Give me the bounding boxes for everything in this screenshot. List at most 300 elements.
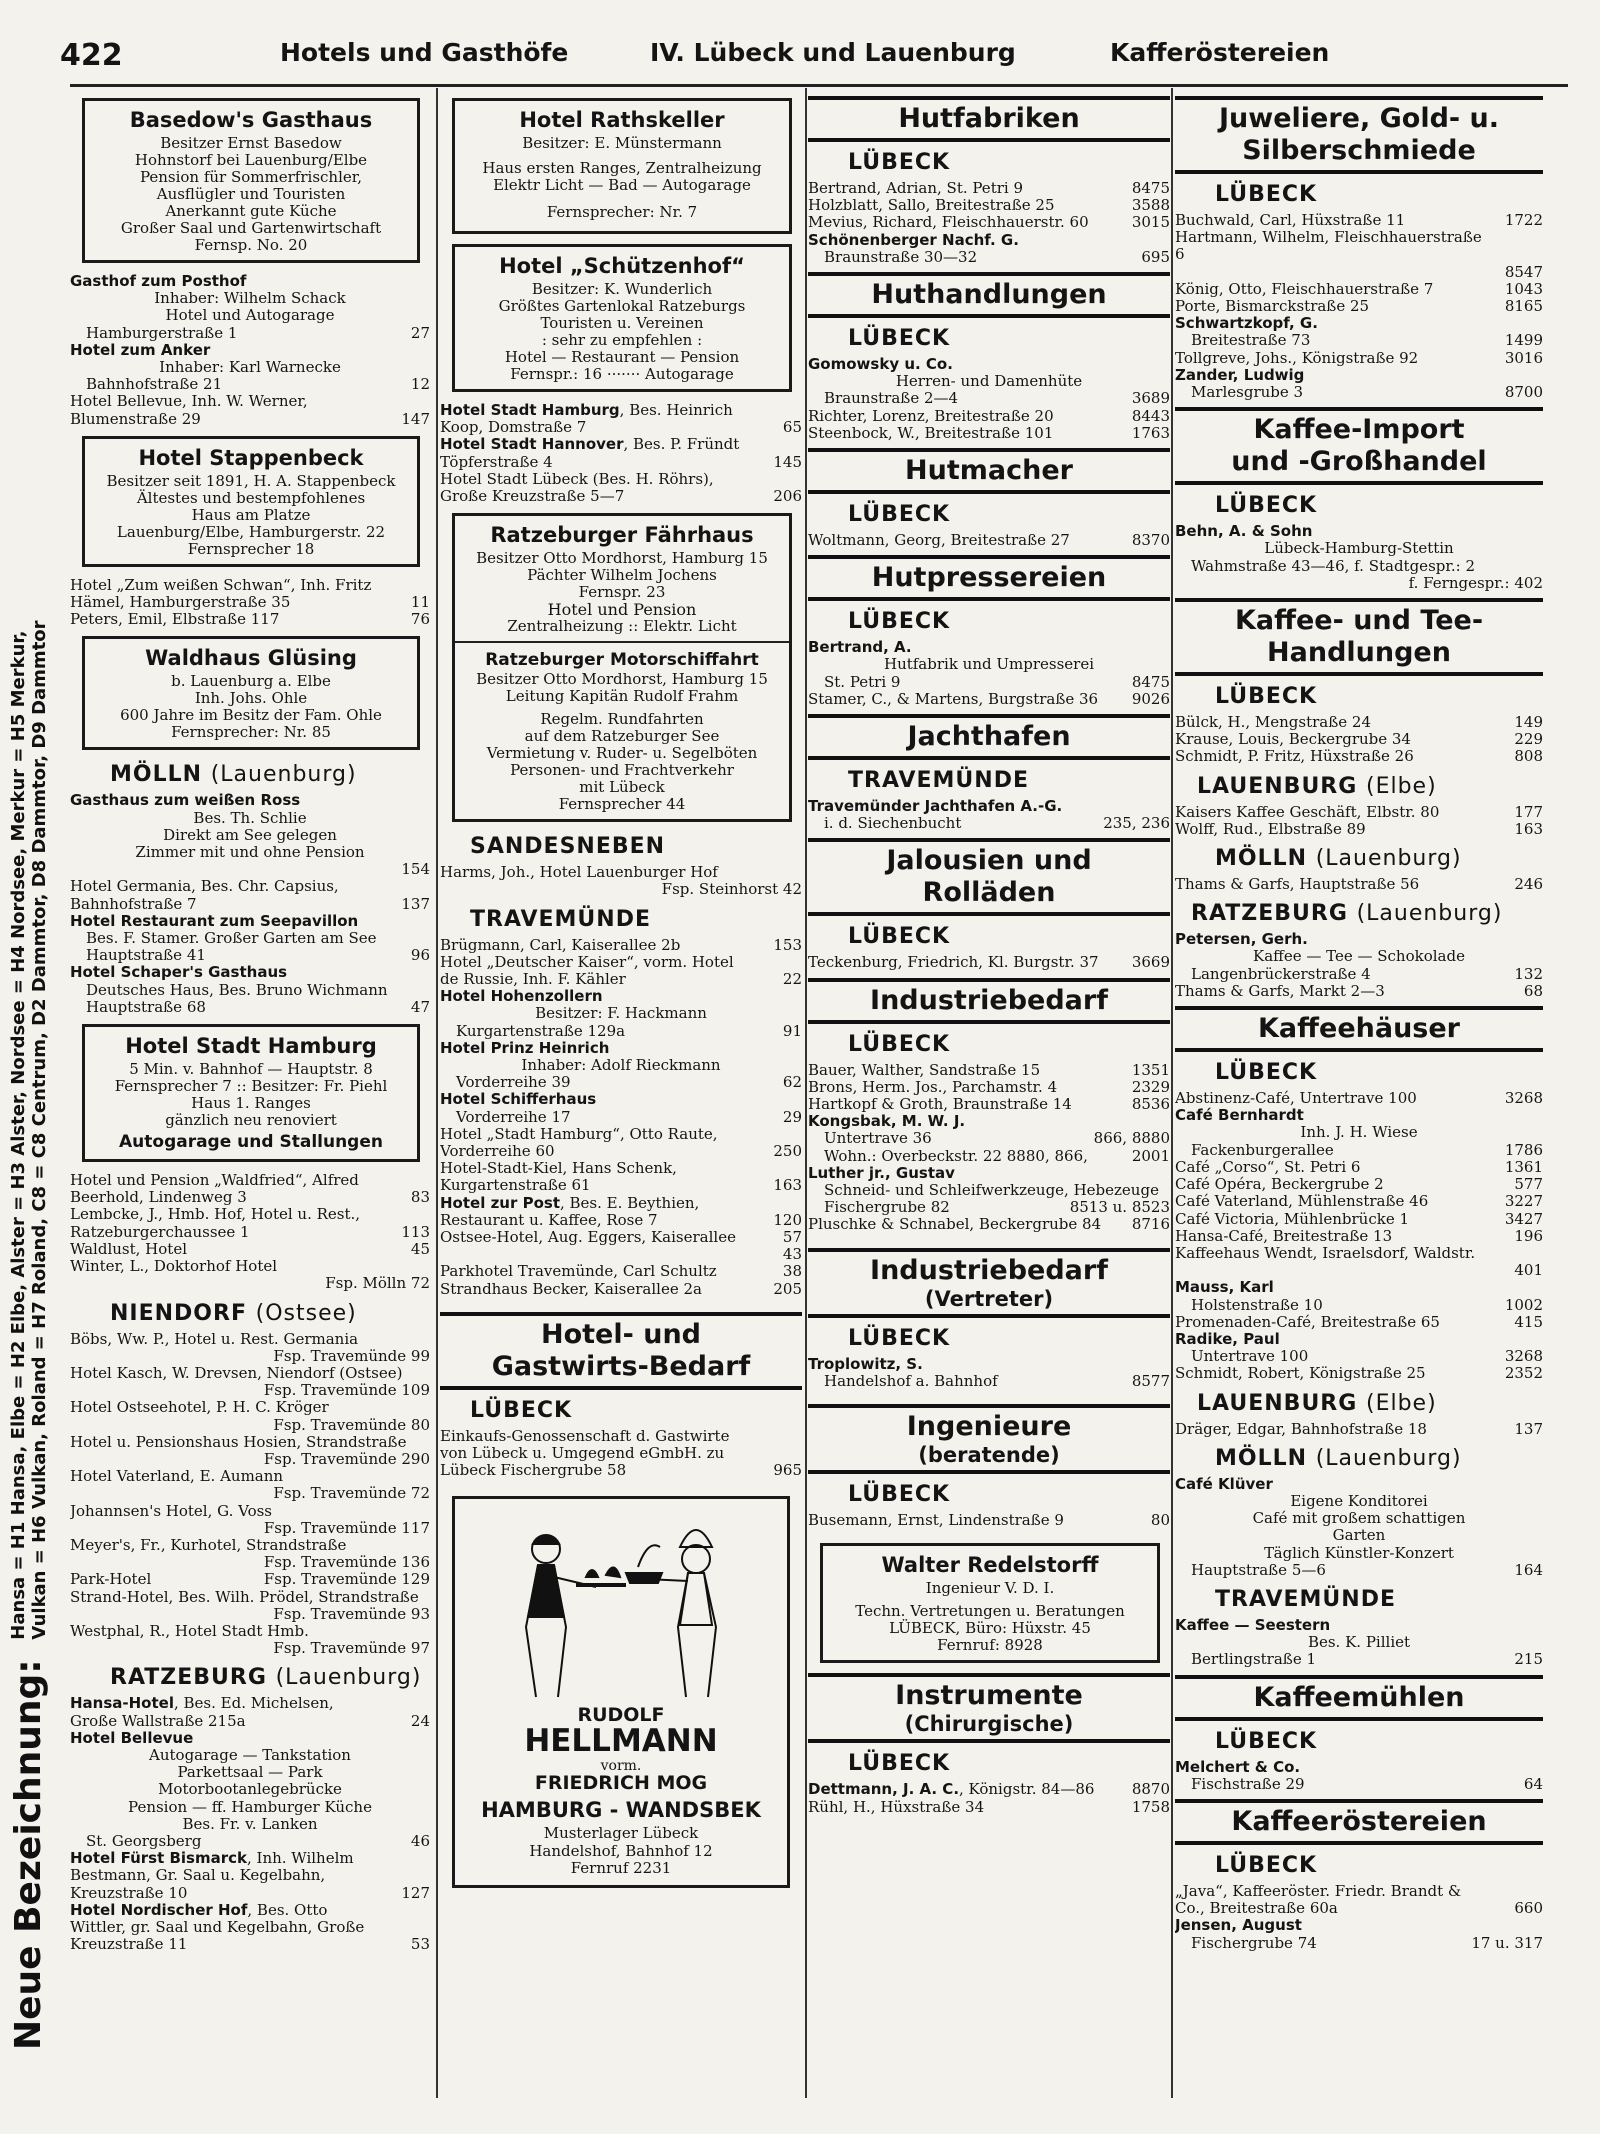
ad-line: 5 Min. v. Bahnhof — Hauptstr. 8 <box>129 1060 373 1079</box>
list-item <box>1175 298 1543 315</box>
entry-text: Pluschke & Schnabel, Beckergrube 84 <box>808 1215 1102 1234</box>
entry-phone: 64 <box>1523 1774 1543 1793</box>
entry-name: Café Klüver <box>1175 1474 1273 1493</box>
ad-line: Haus am Platze <box>191 505 311 524</box>
entry-line: Inhaber: Karl Warnecke <box>159 358 341 377</box>
entry-kongsbak <box>808 1113 1170 1165</box>
entry-phone: Fsp. Travemünde 72 <box>273 1484 430 1503</box>
entry-phone: 401 <box>1514 1261 1543 1280</box>
list-item <box>1175 876 1543 893</box>
entry-phone: 8443 <box>1131 406 1170 425</box>
list-item <box>808 1216 1170 1233</box>
ad-line: Leitung Kapitän Rudolf Frahm <box>505 687 739 706</box>
entry-waldfried <box>70 1172 430 1206</box>
ad-line: Techn. Vertretungen u. Beratungen <box>855 1602 1125 1621</box>
entry-phone: 8547 <box>1504 262 1543 281</box>
entry-line: Garten <box>1332 1526 1386 1545</box>
ad-title: Hotel Stadt Hamburg <box>125 1034 377 1059</box>
entry-line: St. Petri 9 <box>824 672 901 691</box>
entry-phone: 246 <box>1514 875 1543 894</box>
list-item <box>1175 1193 1543 1210</box>
list-item <box>808 691 1170 708</box>
city-name: MÖLLN <box>110 762 203 788</box>
ad-line: Fernsprecher 44 <box>558 795 686 814</box>
city-heading <box>1191 899 1543 929</box>
list-item <box>1175 821 1543 838</box>
entry-phone: 164 <box>1514 1560 1543 1579</box>
column-rule <box>436 88 438 2098</box>
city-name: SANDESNEBEN <box>470 834 666 860</box>
entry-line: Direkt am See gelegen <box>163 825 337 844</box>
entry-phone: 137 <box>401 894 430 913</box>
city-heading <box>1197 1389 1543 1419</box>
entry-text: Dräger, Edgar, Bahnhofstraße 18 <box>1175 1419 1427 1438</box>
ad-hellmann <box>452 1496 790 1888</box>
entry-schwan <box>70 577 430 611</box>
entry-phone: 8577 <box>1131 1371 1170 1390</box>
entry-wendt <box>1175 1245 1543 1279</box>
entry-ross <box>70 792 430 878</box>
entry-phone: Fsp. Travemünde 129 <box>263 1570 430 1589</box>
entry-phone: 660 <box>1514 1899 1543 1918</box>
ad-line: Haus ersten Ranges, Zentralheizung <box>482 159 762 177</box>
list-item <box>1175 1211 1543 1228</box>
list-item <box>1175 229 1543 263</box>
city-sub: (Lauenburg) <box>1356 901 1503 927</box>
entry-mauss <box>1175 1279 1543 1313</box>
entry-schwartzkopf <box>1175 315 1543 349</box>
entry-name: Café Bernhardt <box>1175 1106 1304 1125</box>
entry-phone: 229 <box>1514 730 1543 749</box>
entry-phone: 1361 <box>1504 1157 1543 1176</box>
section-title: Ingenieure <box>906 1411 1072 1443</box>
entry-line: Holstenstraße 10 <box>1191 1295 1323 1314</box>
entry-line: St. Georgsberg <box>86 1831 202 1850</box>
entry-phone: 1786 <box>1504 1140 1543 1159</box>
list-item <box>808 214 1170 231</box>
section-title: Industriebedarf <box>870 1254 1108 1286</box>
entry-line: Braunstraße 30—32 <box>824 247 978 266</box>
entry-text: Bülck, H., Mengstraße 24 <box>1175 713 1371 732</box>
entry-name: Hotel Restaurant zum Seepavillon <box>70 911 359 930</box>
section-heading <box>440 1312 802 1390</box>
entry-phone: 196 <box>1514 1226 1543 1245</box>
entry-text: Café Vaterland, Mühlenstraße 46 <box>1175 1192 1429 1211</box>
entry-phone: 2329 <box>1131 1077 1170 1096</box>
list-item <box>808 532 1170 549</box>
entry-line: Bes. K. Pilliet <box>1307 1633 1411 1652</box>
city-heading <box>848 922 1170 952</box>
entry-phone: 235, 236 <box>1103 814 1170 833</box>
entry-text: Rühl, H., Hüxstraße 34 <box>808 1797 985 1816</box>
city-name: LAUENBURG <box>1197 1390 1358 1416</box>
entry-name: Hotel Schifferhaus <box>440 1090 597 1109</box>
entry-phone: 132 <box>1514 964 1543 983</box>
entry-text: Buchwald, Carl, Hüxstraße 11 <box>1175 211 1406 229</box>
entry-stadt-hamburg-trave <box>440 1126 802 1160</box>
entry-text: Hansa-Café, Breitestraße 13 <box>1175 1226 1393 1245</box>
entry-text: Park-Hotel <box>70 1570 152 1589</box>
entry-zander <box>1175 367 1543 401</box>
entry-line: Bes. Fr. v. Lanken <box>182 1814 318 1833</box>
entry-ostsee-hotel <box>440 1229 802 1246</box>
list-item <box>1175 804 1543 821</box>
entry-text: Lembcke, J., Hmb. Hof, Hotel u. Rest., Ratzeburgerchaussee 1 <box>70 1205 361 1241</box>
entry-text: Wolff, Rud., Elbstraße 89 <box>1175 819 1366 838</box>
side-legend <box>8 150 58 2050</box>
city-name: LÜBECK <box>848 609 951 635</box>
entry-phone: 415 <box>1514 1312 1543 1331</box>
entry-seestern <box>1175 1617 1543 1669</box>
entry-bernhardt <box>1175 1107 1543 1159</box>
city-heading <box>1215 1058 1543 1088</box>
entry-name: Hansa-Hotel <box>70 1694 174 1713</box>
entry-phone: 83 <box>410 1188 430 1207</box>
city-name: MÖLLN <box>1215 1445 1308 1471</box>
city-heading <box>848 500 1170 530</box>
entry-text: , Inh. Wilhelm Bestmann, Gr. Saal u. Kegelbahn, Kreuzstraße 10 <box>70 1849 354 1902</box>
column-3 <box>808 90 1170 2098</box>
city-sub: (Lauenburg) <box>275 1665 422 1691</box>
entry-line: Eigene Konditorei <box>1290 1491 1428 1510</box>
entry-line: Pension — ff. Hamburger Küche <box>128 1797 372 1816</box>
entry-nordischer-hof <box>70 1902 430 1954</box>
entry-name: Hotel Fürst Bismarck <box>70 1849 247 1868</box>
entry-phone: Fsp. Mölln 72 <box>325 1274 430 1293</box>
entry-phone: 695 <box>1141 247 1170 266</box>
entry-phone: 205 <box>773 1279 802 1298</box>
city-heading <box>1215 491 1543 521</box>
entry-peters <box>70 611 430 628</box>
list-item <box>808 197 1170 214</box>
entry-anker <box>70 342 430 394</box>
entry-zur-post <box>440 1195 802 1229</box>
entry-line: Hauptstraße 5—6 <box>1191 1560 1326 1579</box>
ad-redelstorff <box>820 1543 1160 1663</box>
entry-phone: 145 <box>773 452 802 471</box>
city-heading <box>1215 1585 1543 1615</box>
section-title: Hutmacher <box>905 455 1073 487</box>
entry-phone: 3016 <box>1504 348 1543 367</box>
entry-text: Hotel Germania, Bes. Chr. Capsius, Bahnhofstraße 7 <box>70 877 339 913</box>
city-name: LÜBECK <box>848 1751 951 1777</box>
entry-text: Hotel Stadt Lübeck (Bes. H. Röhrs), Große Kreuzstraße 5—7 <box>440 469 714 506</box>
section-title: Kaffeeröstereien <box>1231 1805 1487 1837</box>
entry-name: Bertrand, A. <box>808 638 912 657</box>
entry-phone: 1043 <box>1504 279 1543 298</box>
entry-phone: 1758 <box>1131 1797 1170 1816</box>
ad-stadt-hamburg <box>82 1024 420 1162</box>
entry-phone: 2001 <box>1131 1146 1170 1165</box>
entry-luther <box>808 1165 1170 1217</box>
entry-line: Langenbrückerstraße 4 <box>1191 964 1371 983</box>
section-heading <box>808 1248 1170 1318</box>
entry-phone: 24 <box>410 1711 430 1730</box>
entry-phone: 8513 u. 8523 <box>1069 1198 1170 1217</box>
column-4 <box>1175 90 1543 2098</box>
ad-line: 600 Jahre im Besitz der Fam. Ohle <box>120 706 382 725</box>
entry-line: Hutfabrik und Umpresserei <box>883 655 1094 674</box>
entry-text: Böbs, Ww. P., Hotel u. Rest. Germania <box>70 1329 359 1348</box>
ad-basedow <box>82 98 420 263</box>
entry-line: f. Ferngespr.: 402 <box>1408 573 1543 592</box>
header-left: Hotels und Gasthöfe <box>280 38 569 67</box>
city-heading <box>470 905 802 935</box>
entry-text: Woltmann, Georg, Breitestraße 27 <box>808 531 1070 550</box>
entry-stadt-hannover <box>440 436 802 470</box>
entry-bismarck <box>70 1850 430 1902</box>
entry-line: Hotel und Autogarage <box>165 306 335 325</box>
city-heading <box>1215 1727 1543 1757</box>
entry-name: Gomowsky u. Co. <box>808 355 953 374</box>
ad-line: Pächter Wilhelm Jochens <box>527 566 717 585</box>
entry-line: Hauptstraße 68 <box>86 997 206 1016</box>
page-number: 422 <box>60 38 123 73</box>
section-heading <box>808 1673 1170 1743</box>
entry-text: Abstinenz-Café, Untertrave 100 <box>1175 1089 1417 1108</box>
entry-phone: 3268 <box>1504 1347 1543 1366</box>
entry-gomowsky <box>808 356 1170 408</box>
entry-phone: 3268 <box>1504 1089 1543 1108</box>
entry-phone: 113 <box>401 1222 430 1241</box>
section-title: Hotel- und <box>541 1318 701 1350</box>
ad-title: Hotel „Schützenhof“ <box>499 254 745 278</box>
entry-line: Hamburgerstraße 1 <box>86 323 238 342</box>
entry-phone: 153 <box>773 935 802 954</box>
ad-waldhaus <box>82 636 420 750</box>
entry-phone: 1763 <box>1131 423 1170 442</box>
section-title: Kaffeehäuser <box>1258 1013 1460 1045</box>
entry-text: , Bes. Otto Wittler, gr. Saal und Kegelbahn, Große Kreuzstraße 11 <box>70 1900 365 1954</box>
entry-text: Ostsee-Hotel, Aug. Eggers, Kaiserallee <box>440 1228 736 1247</box>
entry-line: Zimmer mit und ohne Pension <box>135 843 365 862</box>
entry-line: i. d. Siechenbucht <box>824 814 962 833</box>
list-item <box>1175 731 1543 748</box>
ad-title: Waldhaus Glüsing <box>145 646 357 671</box>
section-heading <box>808 448 1170 494</box>
ad-line: Hotel — Restaurant — Pension <box>504 348 740 366</box>
entry-line: Bertlingstraße 1 <box>1191 1650 1317 1669</box>
entry-name: Melchert & Co. <box>1175 1757 1301 1776</box>
list-item <box>1175 1159 1543 1176</box>
entry-line: Fackenburgerallee <box>1191 1140 1334 1159</box>
entry-line: Hauptstraße 41 <box>86 946 206 965</box>
entry-name: Schönenberger Nachf. G. <box>808 230 1019 249</box>
entry-stadt-luebeck <box>440 471 802 505</box>
ad-line: Autogarage und Stallungen <box>119 1132 383 1153</box>
entry-hansa-hotel <box>70 1695 430 1729</box>
entry-line: Schneid- und Schleifwerkzeuge, Hebezeuge <box>824 1181 1159 1200</box>
list-item <box>808 1799 1170 1816</box>
city-heading <box>848 1749 1170 1779</box>
entry-phone: 62 <box>782 1073 802 1092</box>
entry-text: Peters, Emil, Elbstraße 117 <box>70 610 280 629</box>
entry-name: Hotel Nordischer Hof <box>70 1900 248 1919</box>
entry-ostseehotel <box>70 1399 430 1433</box>
entry-radike <box>1175 1331 1543 1365</box>
entry-meyer <box>70 1537 430 1571</box>
entry-boebs <box>70 1331 430 1365</box>
ad-line: Inh. Johs. Ohle <box>194 689 308 708</box>
city-name: LÜBECK <box>1215 1852 1318 1878</box>
ad-title: Basedow's Gasthaus <box>129 108 373 132</box>
city-heading <box>848 607 1170 637</box>
entry-text: Tollgreve, Johs., Königstraße 92 <box>1175 348 1419 367</box>
city-heading <box>848 1324 1170 1354</box>
entry-text: Kaisers Kaffee Geschäft, Elbstr. 80 <box>1175 802 1440 821</box>
entry-stadt-kiel <box>440 1160 802 1194</box>
page-header <box>60 38 1560 78</box>
entry-hosien <box>70 1434 430 1468</box>
city-name: LÜBECK <box>1215 684 1318 710</box>
entry-kasch <box>70 1365 430 1399</box>
city-name: LÜBECK <box>848 326 951 352</box>
entry-text: Hartmann, Wilhelm, Fleischhauerstraße 6 <box>1175 228 1482 264</box>
entry-posthof <box>70 273 430 342</box>
entry-line: Vorderreihe 39 <box>456 1073 571 1092</box>
ad-line: Besitzer: E. Münstermann <box>522 134 722 152</box>
entry-text: , Bes. E. Beythien, Restaurant u. Kaffee, Rose 7 <box>440 1193 700 1229</box>
entry-phone: 866, 8880 <box>1093 1129 1170 1148</box>
section-title: Instrumente <box>895 1680 1083 1712</box>
entry-text: Strand-Hotel, Bes. Wilh. Prödel, Strandstraße <box>70 1587 419 1606</box>
entry-phone: Fsp. Travemünde 117 <box>263 1518 430 1537</box>
list-item <box>808 1096 1170 1113</box>
entry-parkhotel <box>440 1263 802 1280</box>
entry-phone: Fsp. Travemünde 109 <box>263 1381 430 1400</box>
entry-text: Kaffeehaus Wendt, Israelsdorf, Waldstr. <box>1175 1243 1476 1262</box>
list-item <box>808 1512 1170 1529</box>
entry-line: Bes. Th. Schlie <box>193 808 307 827</box>
entry-phone: 96 <box>410 946 430 965</box>
entry-name: Schwartzkopf, G. <box>1175 314 1318 333</box>
entry-name: Hotel Prinz Heinrich <box>440 1038 610 1057</box>
ad-line: Touristen u. Vereinen <box>540 314 704 332</box>
ad-line: : sehr zu empfehlen : <box>541 331 703 349</box>
entry-phone: 53 <box>410 1935 430 1954</box>
entry-text: Hartkopf & Groth, Braunstraße 14 <box>808 1095 1072 1114</box>
column-1 <box>70 90 430 2098</box>
ad-title: Hotel Rathskeller <box>519 108 725 132</box>
city-sub: (Ostsee) <box>255 1300 357 1326</box>
entry-troplowitz <box>808 1356 1170 1390</box>
entry-line: Inh. J. H. Wiese <box>1300 1123 1418 1142</box>
entry-phone: Fsp. Travemünde 290 <box>263 1449 430 1468</box>
section-title: Gastwirts-Bedarf <box>491 1350 751 1382</box>
entry-schoenenberger <box>808 232 1170 266</box>
section-heading <box>808 978 1170 1024</box>
city-name: RATZEBURG <box>110 1665 267 1691</box>
ad-line: Hotel und Pension <box>547 600 697 620</box>
entry-phone: 215 <box>1514 1650 1543 1669</box>
section-heading <box>808 555 1170 601</box>
ad-faehrhaus <box>452 513 792 822</box>
section-heading <box>808 714 1170 760</box>
entry-strandhaus <box>440 1281 802 1298</box>
city-heading <box>848 148 1170 178</box>
entry-phone: 47 <box>410 997 430 1016</box>
ad-line: Anerkannt gute Küche <box>165 202 337 220</box>
entry-phone: Fsp. Travemünde 80 <box>273 1415 430 1434</box>
entry-line: Autogarage — Tankstation <box>149 1745 351 1764</box>
ad-title: Ratzeburger Motorschiffahrt <box>485 650 759 671</box>
ad-line: Fernspr.: 16 ······· Autogarage <box>510 365 734 383</box>
entry-line: Kaffee — Tee — Schokolade <box>1253 947 1465 966</box>
section-heading <box>1175 1006 1543 1052</box>
entry-petersen <box>1175 931 1543 983</box>
entry-phone: 1002 <box>1504 1295 1543 1314</box>
section-heading <box>1175 598 1543 676</box>
entry-text: Café Victoria, Mühlenbrücke 1 <box>1175 1209 1410 1228</box>
side-legend-title: Neue Bezeichnung: <box>8 1659 49 2050</box>
entry-phone: 177 <box>1514 802 1543 821</box>
list-item <box>1175 1228 1543 1245</box>
entry-westphal <box>70 1623 430 1657</box>
city-heading <box>848 1030 1170 1060</box>
city-name: LÜBECK <box>470 1397 573 1423</box>
ad-line: Besitzer Ernst Basedow <box>160 134 342 152</box>
ad-line: mit Lübeck <box>579 778 665 797</box>
entry-name: Hotel Schaper's Gasthaus <box>70 963 288 982</box>
ad-line: Pension für Sommerfrischler, <box>139 168 363 186</box>
city-heading <box>1215 180 1543 210</box>
entry-phone: Fsp. Travemünde 99 <box>273 1346 430 1365</box>
entry-phone: 206 <box>773 487 802 506</box>
list-item <box>1175 281 1543 298</box>
entry-vaterland <box>70 1468 430 1502</box>
entry-phone: 120 <box>773 1210 802 1229</box>
entry-text: Steenbock, W., Breitestraße 101 <box>808 423 1054 442</box>
entry-phone: 1722 <box>1504 211 1543 229</box>
entry-text: Brons, Herm. Jos., Parchamstr. 4 <box>808 1077 1058 1096</box>
section-title: Jalousien und <box>886 845 1092 877</box>
list-item <box>1175 1176 1543 1193</box>
section-heading <box>808 272 1170 318</box>
city-name: NIENDORF <box>110 1300 247 1326</box>
entry-text: Promenaden-Café, Breitestraße 65 <box>1175 1312 1440 1331</box>
entry-behn <box>1175 523 1543 592</box>
city-name: TRAVEMÜNDE <box>470 906 651 932</box>
entry-harms <box>440 864 802 898</box>
column-rule <box>805 88 807 2098</box>
entry-line: Vorderreihe 17 <box>456 1107 571 1126</box>
list-item <box>808 1079 1170 1096</box>
entry-text: Harms, Joh., Hotel Lauenburger Hof <box>440 863 718 882</box>
list-item <box>808 408 1170 425</box>
ad-line: Musterlager Lübeck <box>543 1824 699 1843</box>
ad-line: Fernruf: 8928 <box>937 1636 1043 1655</box>
list-item <box>1175 714 1543 731</box>
entry-phone: 8165 <box>1504 297 1543 316</box>
city-sub: (Lauenburg) <box>210 762 357 788</box>
section-title: Jachthafen <box>907 721 1071 753</box>
list-item <box>1175 1421 1543 1438</box>
entry-text: Café „Corso“, St. Petri 6 <box>1175 1157 1361 1176</box>
entry-winter <box>70 1258 430 1292</box>
entry-name: Mauss, Karl <box>1175 1278 1274 1297</box>
entry-stadt-hamburg <box>440 402 802 436</box>
ad-line: Fernsp. No. 20 <box>194 236 308 254</box>
entry-text: Richter, Lorenz, Breitestraße 20 <box>808 406 1054 425</box>
entry-bellevue <box>70 393 430 427</box>
entry-phone: 137 <box>1514 1419 1543 1438</box>
list-item <box>808 180 1170 197</box>
city-heading <box>1197 772 1543 802</box>
entry-line: Handelshof a. Bahnhof <box>824 1371 998 1390</box>
entry-line: Herren- und Damenhüte <box>895 372 1083 391</box>
section-title: Industriebedarf <box>870 984 1108 1016</box>
city-name: LÜBECK <box>1215 182 1318 207</box>
